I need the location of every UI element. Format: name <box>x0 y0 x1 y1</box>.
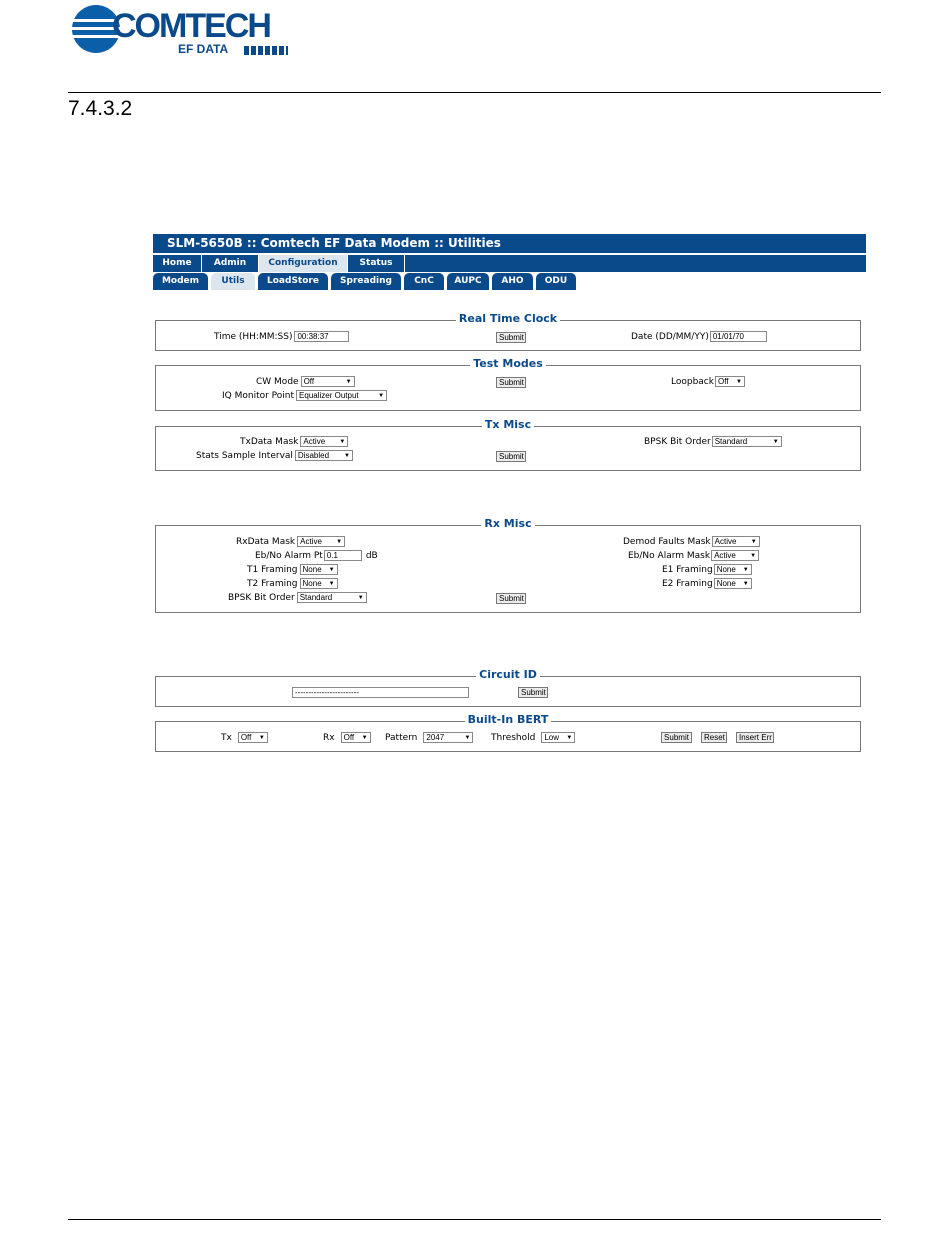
stats-interval-label: Stats Sample Interval <box>196 450 293 461</box>
circuit-id-input[interactable] <box>292 687 469 698</box>
e1-framing-label: E1 Framing <box>662 564 713 575</box>
test-modes-submit-button[interactable]: Submit <box>496 377 526 388</box>
t2-framing-label: T2 Framing <box>247 578 298 589</box>
ebno-unit: dB <box>365 550 378 561</box>
bert-tx-label: Tx <box>221 732 232 743</box>
circuit-id-panel <box>155 668 861 707</box>
tx-bpsk-label: BPSK Bit Order <box>644 436 711 447</box>
tx-bpsk-select[interactable]: Standard ▼ <box>712 436 782 447</box>
rtc-submit-button[interactable]: Submit <box>496 332 526 343</box>
t1-framing-select[interactable]: None ▼ <box>300 564 338 575</box>
iq-monitor-label: IQ Monitor Point <box>222 390 295 401</box>
demod-faults-select[interactable]: Active ▼ <box>712 536 760 547</box>
rx-misc-legend: Rx Misc <box>481 517 534 530</box>
bert-rx-label: Rx <box>323 732 335 743</box>
loopback-label: Loopback <box>671 376 714 387</box>
page-title: SLM-5650B :: Comtech EF Data Modem :: Utilities <box>153 234 866 253</box>
time-label: Time (HH:MM:SS) <box>214 331 293 342</box>
demod-faults-label: Demod Faults Mask <box>623 536 711 547</box>
tx-misc-legend: Tx Misc <box>482 418 534 431</box>
t1-framing-label: T1 Framing <box>247 564 298 575</box>
tab-admin[interactable]: Admin <box>202 255 259 272</box>
rx-misc-submit-button[interactable]: Submit <box>496 593 526 604</box>
logo-bars <box>244 46 288 55</box>
logo-sub: EF DATA <box>178 42 229 56</box>
bert-pattern-label: Pattern <box>385 732 418 743</box>
test-modes-legend: Test Modes <box>470 357 546 370</box>
date-input[interactable] <box>710 331 767 342</box>
comtech-logo <box>72 5 302 55</box>
t2-framing-select[interactable]: None ▼ <box>300 578 338 589</box>
ebno-alarm-mask-select[interactable]: Active ▼ <box>711 550 759 561</box>
rx-misc-panel <box>155 517 861 613</box>
tab-status[interactable]: Status <box>348 255 405 272</box>
ebno-alarm-pt-label: Eb/No Alarm Pt <box>255 550 323 561</box>
iq-monitor-select[interactable]: Equalizer Output ▼ <box>296 390 387 401</box>
rx-bpsk-label: BPSK Bit Order <box>228 592 295 603</box>
rxdata-mask-label: RxData Mask <box>236 536 296 547</box>
tab-configuration[interactable]: Configuration <box>259 255 348 272</box>
subtab-utils[interactable]: Utils <box>211 273 255 290</box>
bert-legend: Built-In BERT <box>465 713 552 726</box>
e2-framing-select[interactable]: None ▼ <box>714 578 752 589</box>
tx-misc-submit-button[interactable]: Submit <box>496 451 526 462</box>
e2-framing-label: E2 Framing <box>662 578 713 589</box>
bert-tx-select[interactable]: Off ▼ <box>238 732 268 743</box>
ebno-alarm-pt-input[interactable] <box>324 550 362 561</box>
bert-submit-button[interactable]: Submit <box>661 732 692 743</box>
stats-interval-select[interactable]: Disabled ▼ <box>295 450 353 461</box>
test-modes-panel <box>155 357 861 411</box>
loopback-select[interactable]: Off ▼ <box>715 376 745 387</box>
bert-threshold-select[interactable]: Low ▼ <box>541 732 575 743</box>
logo-brand: COMTECH <box>112 7 270 45</box>
circuit-id-legend: Circuit ID <box>476 668 540 681</box>
subtab-loadstore[interactable]: LoadStore <box>258 273 328 290</box>
cw-mode-label: CW Mode <box>256 376 299 387</box>
e1-framing-select[interactable]: None ▼ <box>714 564 752 575</box>
rx-bpsk-select[interactable]: Standard ▼ <box>297 592 367 603</box>
rxdata-mask-select[interactable]: Active ▼ <box>297 536 345 547</box>
real-time-clock-legend: Real Time Clock <box>456 312 560 325</box>
main-nav <box>153 255 866 272</box>
subtab-aho[interactable]: AHO <box>492 273 533 290</box>
time-input[interactable] <box>294 331 349 342</box>
bert-pattern-select[interactable]: 2047 ▼ <box>423 732 473 743</box>
bert-threshold-label: Threshold <box>491 732 536 743</box>
subtab-modem[interactable]: Modem <box>153 273 208 290</box>
utilities-page <box>153 234 866 754</box>
header-rule <box>68 92 881 93</box>
bert-panel <box>155 713 861 752</box>
circuit-id-submit-button[interactable]: Submit <box>518 687 548 698</box>
bert-insert-error-button[interactable]: Insert Err <box>736 732 774 743</box>
subtab-aupc[interactable]: AUPC <box>447 273 489 290</box>
ebno-alarm-mask-label: Eb/No Alarm Mask <box>628 550 711 561</box>
subtab-spreading[interactable]: Spreading <box>331 273 401 290</box>
bert-reset-button[interactable]: Reset <box>701 732 727 743</box>
txdata-mask-label: TxData Mask <box>240 436 299 447</box>
bert-rx-select[interactable]: Off ▼ <box>341 732 371 743</box>
tx-misc-panel <box>155 418 861 471</box>
real-time-clock-panel <box>155 312 861 351</box>
txdata-mask-select[interactable]: Active ▼ <box>300 436 348 447</box>
section-number: 7.4.3.2 <box>68 97 133 120</box>
subtab-cnc[interactable]: CnC <box>404 273 444 290</box>
subtab-odu[interactable]: ODU <box>536 273 576 290</box>
date-label: Date (DD/MM/YY) <box>631 331 709 342</box>
footer-rule <box>68 1219 881 1220</box>
cw-mode-select[interactable]: Off ▼ <box>301 376 355 387</box>
sub-nav <box>153 273 866 290</box>
tab-home[interactable]: Home <box>153 255 202 272</box>
